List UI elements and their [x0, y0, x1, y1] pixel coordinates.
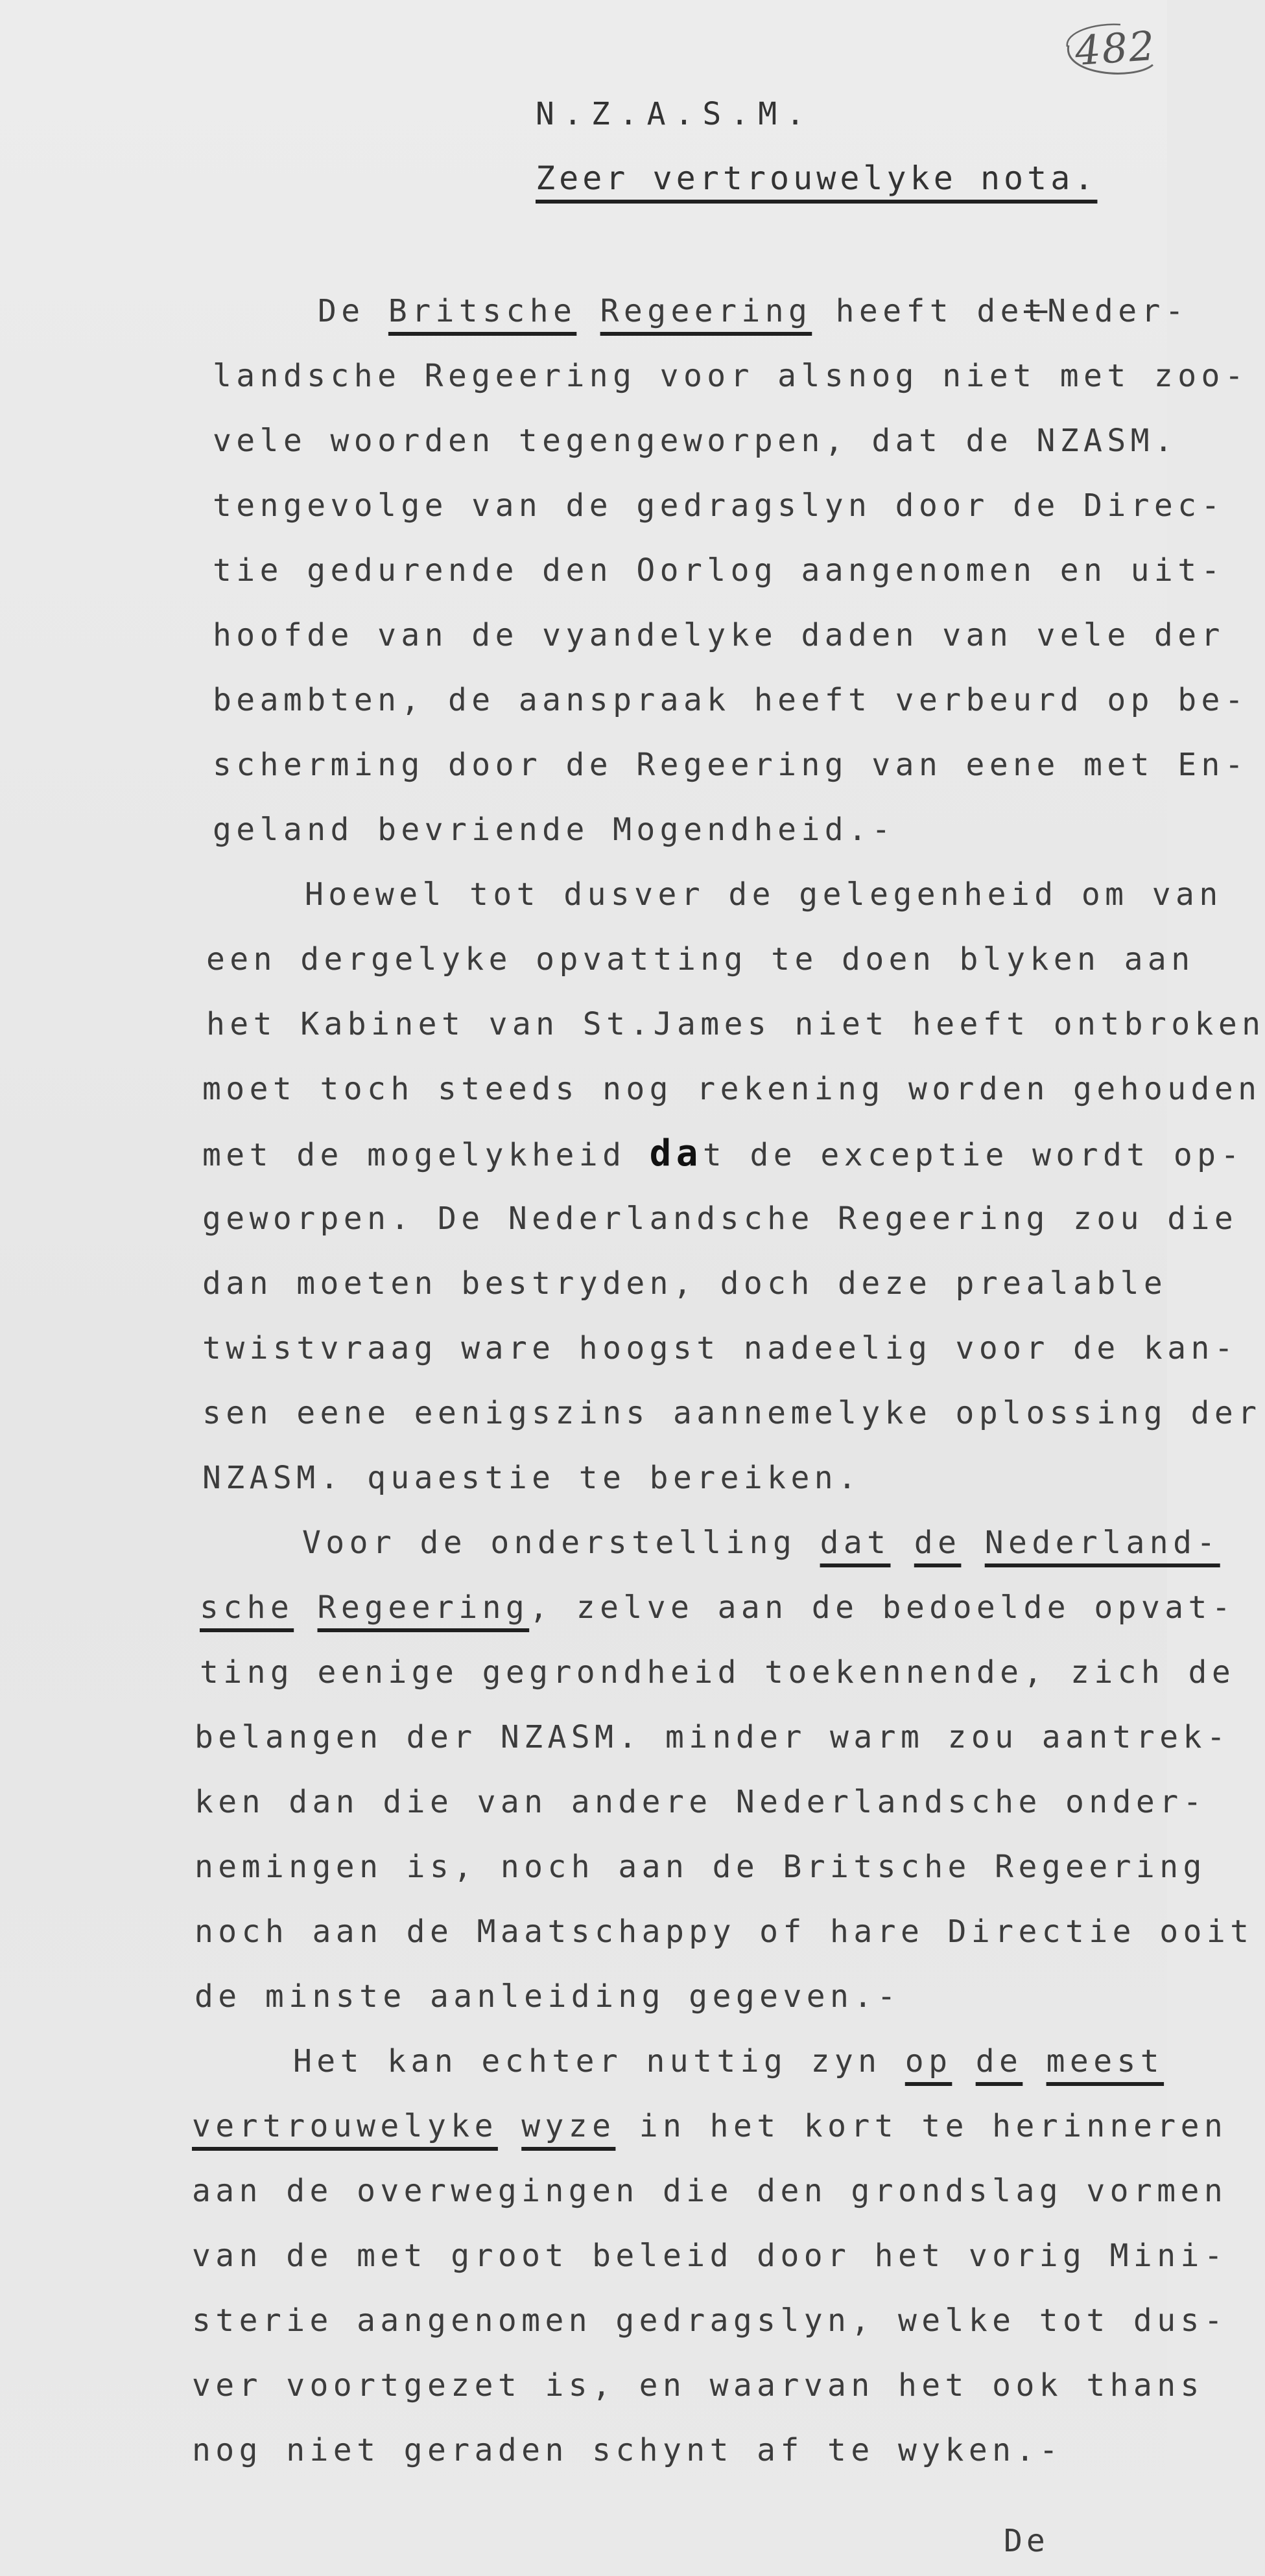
p4-line-4: van de met groot beleid door het vorig Mini- [192, 2238, 1228, 2274]
catchword: De [1004, 2523, 1049, 2559]
p2-line-9: sen eene eenigszins aannemelyke oplossing der [202, 1395, 1262, 1431]
p2-line-8: twistvraag ware hoogst nadeelig voor de kan- [202, 1330, 1238, 1366]
p2-line-7: dan moeten bestryden, doch deze prealable [202, 1265, 1168, 1302]
text-run: Voor de onderstelling [302, 1525, 820, 1561]
p1-line-4: tengevolge van de gedragslyn door de Direc- [213, 487, 1225, 524]
p4-line-2 [192, 2107, 1227, 2146]
text-run: met de mogelykheid [202, 1137, 650, 1173]
text-run: Het kan echter nuttig zyn [293, 2043, 905, 2079]
text-run [1023, 2043, 1046, 2079]
text-run: , zelve aan de bedoelde opvat- [529, 1589, 1236, 1626]
p1-line-3: vele woorden tegengeworpen, dat de NZASM. [213, 423, 1178, 459]
document-subheading [536, 159, 1097, 197]
text-run: heeft de [812, 293, 1024, 329]
folio-number: 482 [1073, 21, 1157, 75]
text-run [294, 1589, 317, 1626]
text-run: in het kort te herinneren [615, 2108, 1228, 2144]
p4-line-7: nog niet geraden schynt af te wyken.- [192, 2432, 1063, 2468]
underlined-word: Nederland- [984, 1525, 1220, 1561]
p3-line-5: ken dan die van andere Nederlandsche onder- [195, 1784, 1207, 1820]
p2-line-2: een dergelyke opvatting te doen blyken aan [206, 941, 1195, 978]
p3-line-3: ting eenige gegrondheid toekennende, zich de [200, 1654, 1236, 1691]
p2-line-5 [202, 1134, 1244, 1173]
underlined-word: meest [1046, 2043, 1165, 2079]
p4-line-5: sterie aangenomen gedragslyn, welke tot dus- [192, 2302, 1228, 2339]
p1-line-5: tie gedurende den Oorlog aangenomen en uit- [213, 552, 1225, 589]
p1-line-8: scherming door de Regeering van eene met En- [213, 747, 1249, 783]
p3-line-6: nemingen is, noch aan de Britsche Regeering [195, 1849, 1207, 1885]
p1-line-2: landsche Regeering voor alsnog niet met zoo- [213, 358, 1249, 394]
folio-stamp [1056, 19, 1159, 84]
text-run [498, 2108, 521, 2144]
p3-line-8: de minste aanleiding gegeven.- [195, 1978, 901, 2015]
document-heading: N.Z.A.S.M. [536, 96, 814, 132]
text-run [961, 1525, 984, 1561]
p4-line-3: aan de overwegingen die den grondslag vormen [192, 2173, 1228, 2209]
underlined-word: Britsche [388, 293, 577, 329]
p2-line-10: NZASM. quaestie te bereiken. [202, 1460, 862, 1496]
p1-line-9: geland bevriende Mogendheid.- [213, 812, 895, 848]
p1-line-1 [318, 292, 1188, 331]
subheading-text: Zeer vertrouwelyke nota. [536, 159, 1098, 197]
underlined-word: de [914, 1525, 962, 1561]
underlined-word: wyze [521, 2108, 616, 2144]
text-run [890, 1525, 914, 1561]
text-run: Neder- [1047, 293, 1189, 329]
p1-line-7: beambten, de aanspraak heeft verbeurd op be- [213, 682, 1249, 718]
underlined-word: op [904, 2043, 952, 2079]
text-run [576, 293, 600, 329]
underlined-word: vertrouwelyke [192, 2108, 498, 2144]
p3-line-2 [200, 1588, 1235, 1627]
p3-line-4: belangen der NZASM. minder warm zou aantrek- [195, 1719, 1231, 1755]
underlined-word: dat [820, 1525, 891, 1561]
p4-line-6: ver voortgezet is, en waarvan het ook thans [192, 2367, 1204, 2404]
p2-line-6: geworpen. De Nederlandsche Regeering zou die [202, 1200, 1238, 1237]
underlined-word: sche [200, 1589, 294, 1626]
p2-line-1: Hoewel tot dusver de gelegenheid om van [305, 876, 1223, 913]
p1-line-6: hoofde van de vyandelyke daden van vele der [213, 617, 1225, 653]
p4-line-1 [293, 2042, 1164, 2081]
bold-correction: da [649, 1132, 703, 1175]
text-run: De [318, 293, 388, 329]
underlined-word: Regeering [317, 1589, 530, 1626]
p3-line-1 [302, 1523, 1220, 1562]
underlined-word: de [975, 2043, 1023, 2079]
underlined-word: Regeering [600, 293, 812, 329]
text-run [952, 2043, 975, 2079]
text-run: t de exceptie wordt op- [702, 1137, 1244, 1173]
p3-line-7: noch aan de Maatschappy of hare Directie ooit [195, 1914, 1254, 1950]
struck-letter: t [1023, 293, 1048, 329]
p2-line-4: moet toch steeds nog rekening worden gehouden [202, 1071, 1262, 1107]
p2-line-3: het Kabinet van St.James niet heeft ontbroken [206, 1006, 1265, 1042]
